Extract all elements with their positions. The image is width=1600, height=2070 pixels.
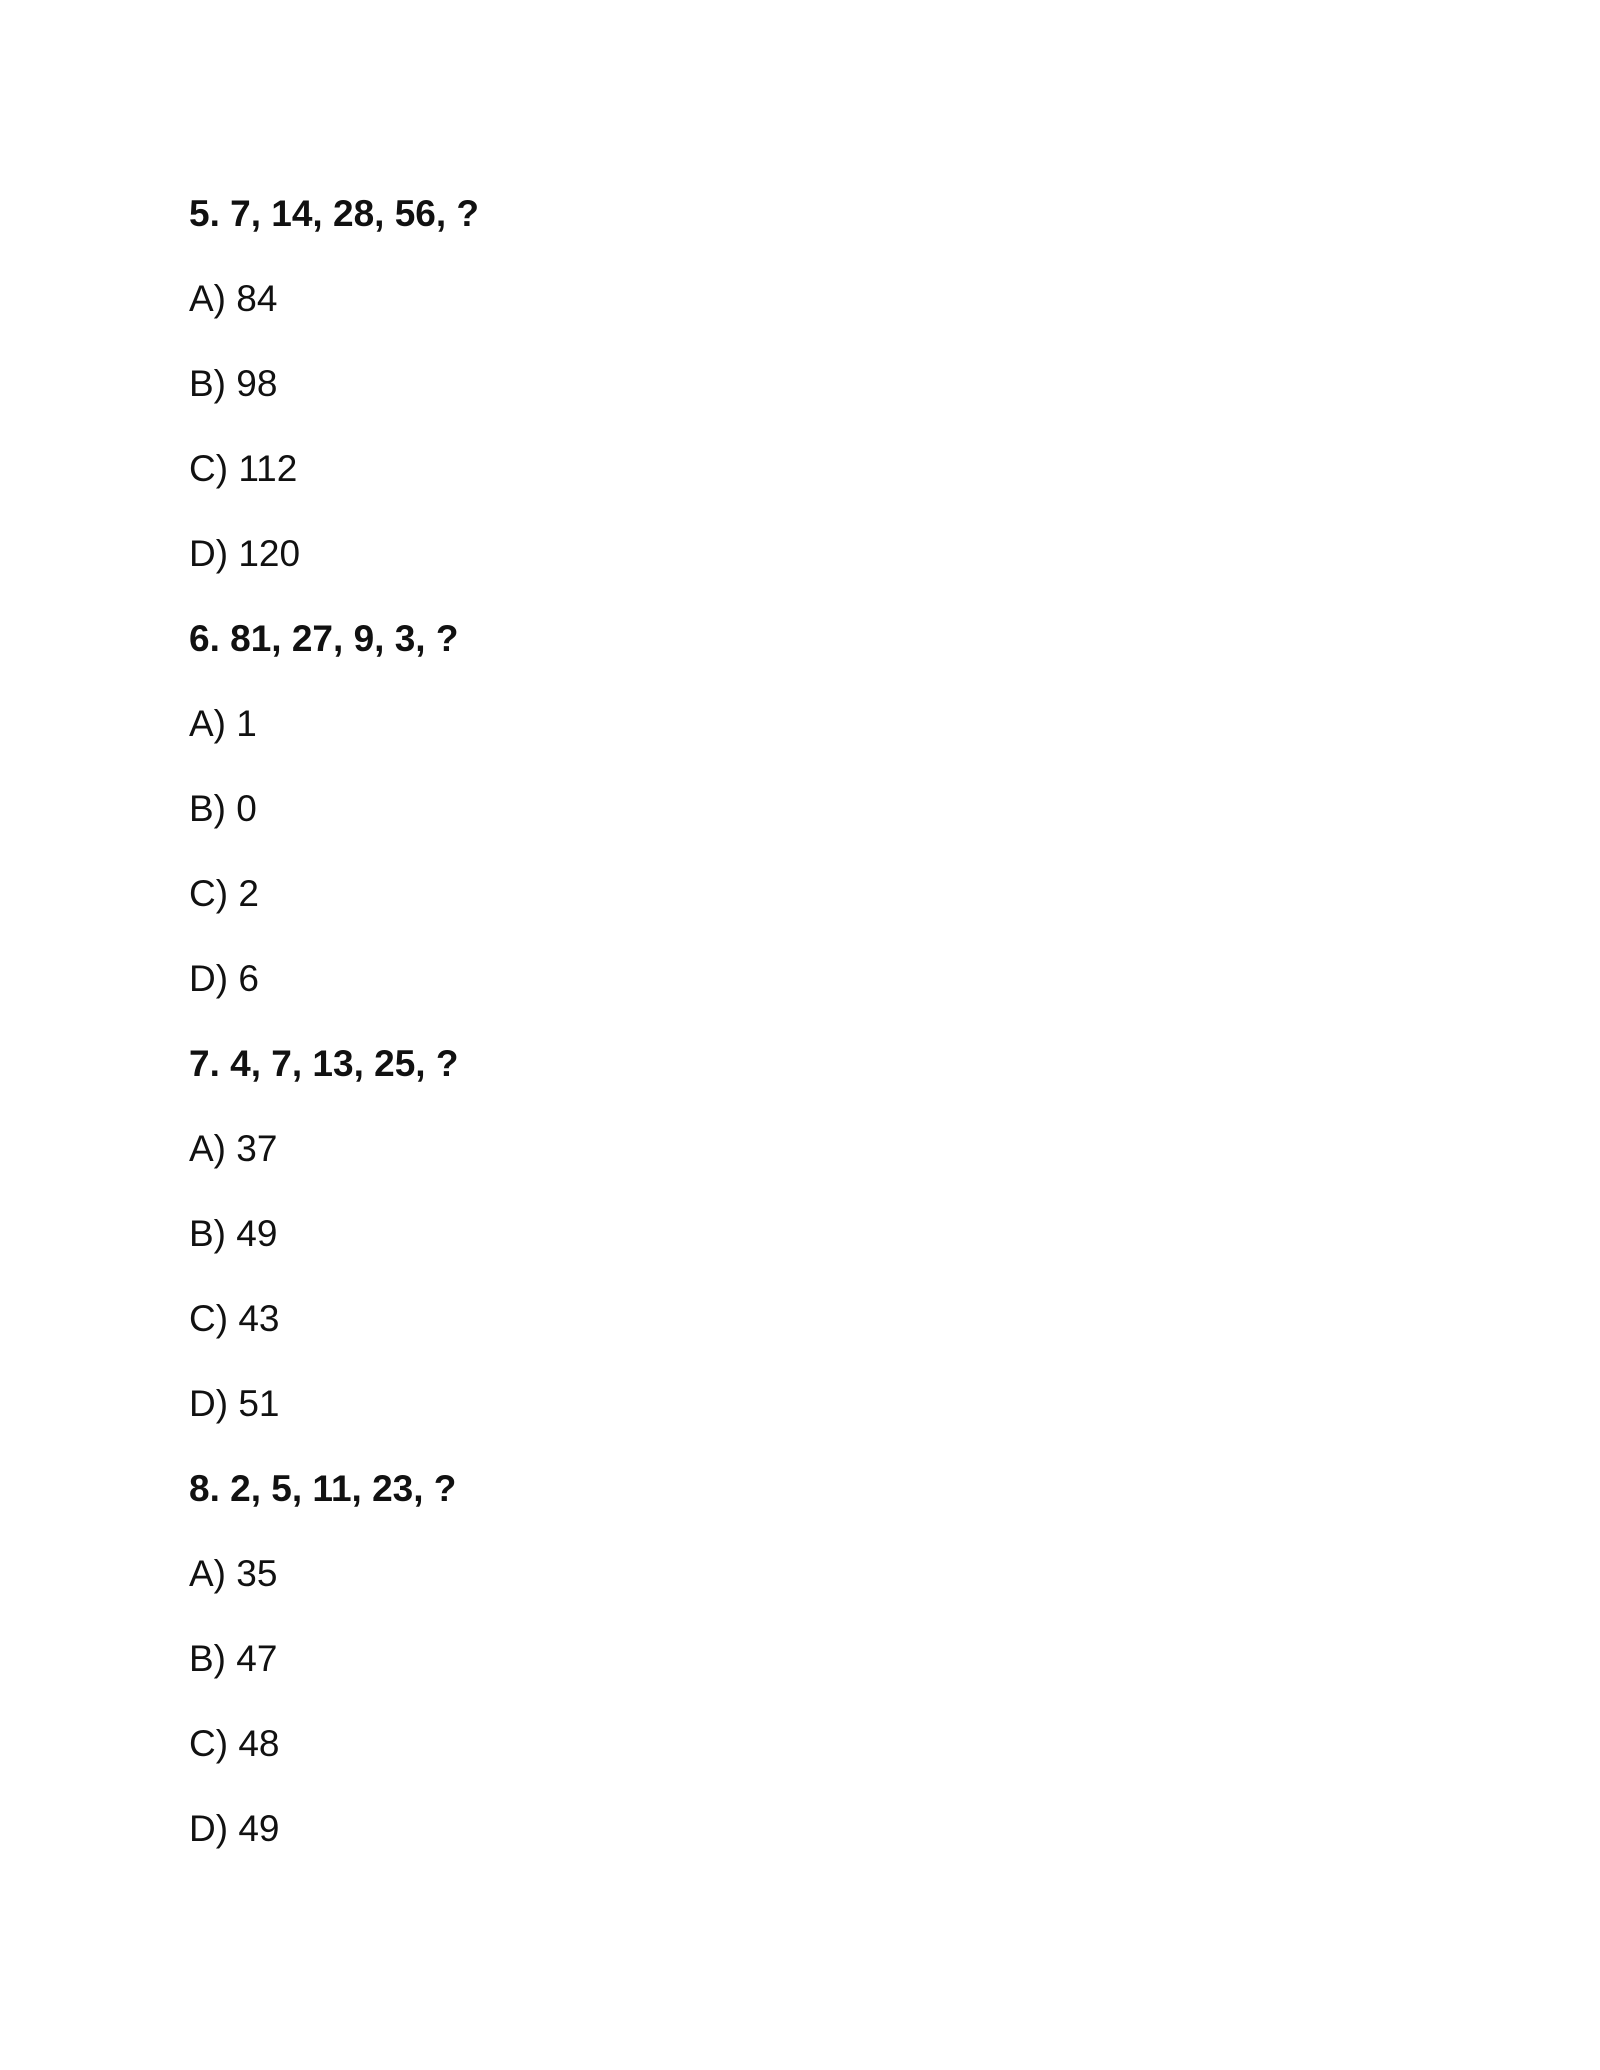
question-8-heading: 8. 2, 5, 11, 23, ? [189, 1468, 457, 1509]
question-5-option-d: D) 120 [189, 533, 301, 574]
question-5-option-c: C) 112 [189, 448, 298, 489]
question-6-option-c: C) 2 [189, 873, 259, 914]
question-6-option-d: D) 6 [189, 958, 259, 999]
question-6-heading: 6. 81, 27, 9, 3, ? [189, 618, 459, 659]
question-7-option-a: A) 37 [189, 1128, 278, 1169]
question-8-option-d: D) 49 [189, 1808, 280, 1849]
question-7-option-b: B) 49 [189, 1213, 278, 1254]
question-5-heading: 5. 7, 14, 28, 56, ? [189, 193, 480, 234]
question-5-option-b: B) 98 [189, 363, 278, 404]
document-content [189, 188, 1389, 1888]
question-8-option-b: B) 47 [189, 1638, 278, 1679]
question-7-heading: 7. 4, 7, 13, 25, ? [189, 1043, 459, 1084]
question-8-option-c: C) 48 [189, 1723, 280, 1764]
question-7-option-c: C) 43 [189, 1298, 280, 1339]
question-6-option-a: A) 1 [189, 703, 257, 744]
question-7-option-d: D) 51 [189, 1383, 280, 1424]
question-8-option-a: A) 35 [189, 1553, 278, 1594]
question-5-option-a: A) 84 [189, 278, 278, 319]
question-6-option-b: B) 0 [189, 788, 257, 829]
